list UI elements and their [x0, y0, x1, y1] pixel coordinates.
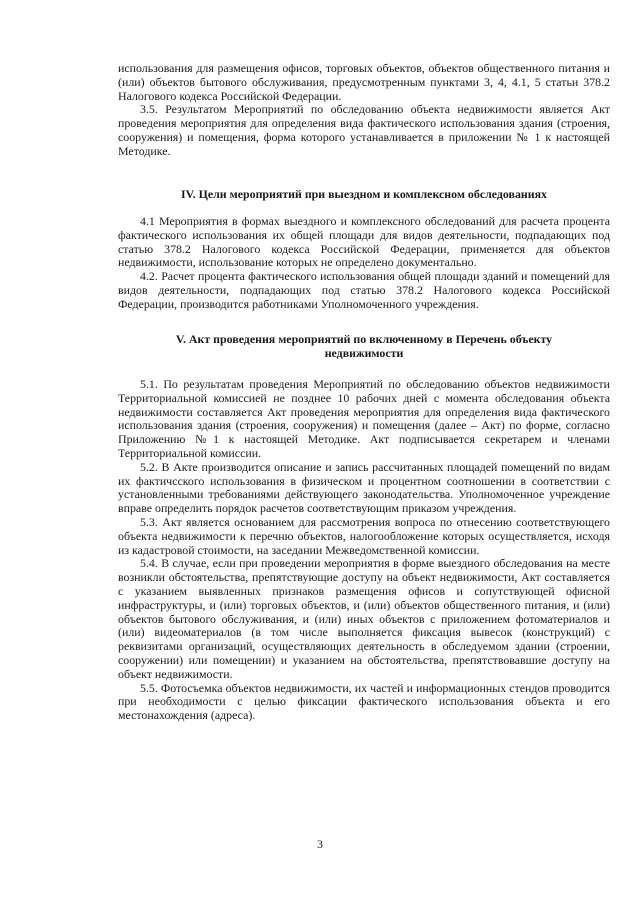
block-section-4 [118, 188, 610, 202]
section-5-heading-line1: V. Акт проведения мероприятий по включенному в Перечень объекту [175, 332, 553, 346]
paragraph-5-2: 5.2. В Акте производится описание и запись рассчитанных площадей помещений по видам их фактичсского использования в физическом и процентном соотношении в соответствии с установленными требованиями действующего законодательства. Уполномоченное учреждение вправе определить порядок расчетов соответствующим приказом учреждения. [118, 459, 610, 516]
section-4-heading: IV. Цели мероприятий при выездном и комплексном обследованиях [180, 187, 548, 201]
paragraph-3-5: 3.5. Результатом Мероприятий по обследованию объекта недвижимости является Акт проведения мероприятия для определения вида фактического использования здания (строения, сооружения) и помещения, форма которого устанавливается в приложении № 1 к настоящей Методике. [118, 102, 610, 158]
section-5-heading-line2: недвижимости [324, 345, 404, 360]
block-section-4-body [118, 215, 610, 312]
block-section-5-body [118, 378, 610, 723]
paragraph-4-1: 4.1 Мероприятия в формах выездного и комплексного обследований для расчета процента фактического использования их общей площади для видов деятельности, подпадающих под статью 378.2 Налогового кодекса Российской Федерации, применяется для объектов недвижимости, использование которых не определено документально. [118, 214, 610, 270]
block-intro [118, 62, 610, 159]
paragraph-5-3: 5.3. Акт является основанием для рассмотрения вопроса по отнесению соответствующего объекта недвижимости к перечню объектов, налогообложение которых осуществляется, исходя из кадастровой стоимости, на заседании Межведомственной комиссии. [118, 514, 610, 557]
paragraph-5-4: 5.4. В случае, если при проведении мероприятия в форме выездного обследования на месте возникли обстоятельства, препятствующие доступу на объект недвижимости, Акт составляется с указанием выявленных признаков размещения офисов и сопутствующей офисной инфраструктуры, и (или) торговых объектов, и (или) объектов общественного питания, и (или) объектов бытового обслуживания, и (или) иных объектов с приложением фотоматериалов и (или) видеоматериалов (в том числе выполняется фиксация вывесок (конструкций) с реквизитами организаций, осуществляющих деятельность в обследуемом здании (строении, сооружении) или помещении) и указанием на обстоятельства, препятствовавшие доступу на объект недвижимости. [118, 556, 610, 681]
paragraph-4-2: 4.2. Расчет процента фактического использования общей площади зданий и помещений для видов деятельности, подпадающих под статью 378.2 Налогового кодекса Российской Федерации, производится работниками Уполномоченного учреждения. [118, 269, 610, 311]
page-number: 3 [317, 837, 323, 851]
paragraph-5-1: 5.1. По результатам проведения Мероприятий по обследованию объектов недвижимости Территориальной комиссией не позднее 10 рабочих дней с момента обследования объекта недвижимости составляется Акт проведения мероприятия для определения вида фактического использования здания (строения, сооружения) и помещения (далее – Акт) по форме, согласно Приложению №1 к настоящей Методике. Акт подписывается секретарем и членами Территориальной комиссии. [118, 377, 610, 460]
block-section-5-heading [118, 333, 610, 361]
paragraph-continuation: использования для размещения офисов, торговых объектов, объектов общественного питания и (или) объектов бытового обслуживания, предусмотренным пунктами 3, 4, 4.1, 5 статьи 378.2 Налогового кодекса Российской Федерации. [118, 61, 610, 103]
paragraph-5-5: 5.5. Фотосъемка объектов недвижимости, их частей и информационных стендов проводится при необходимости с целью фиксации фактического использования объекта и его местонахождения (адреса). [118, 680, 610, 723]
